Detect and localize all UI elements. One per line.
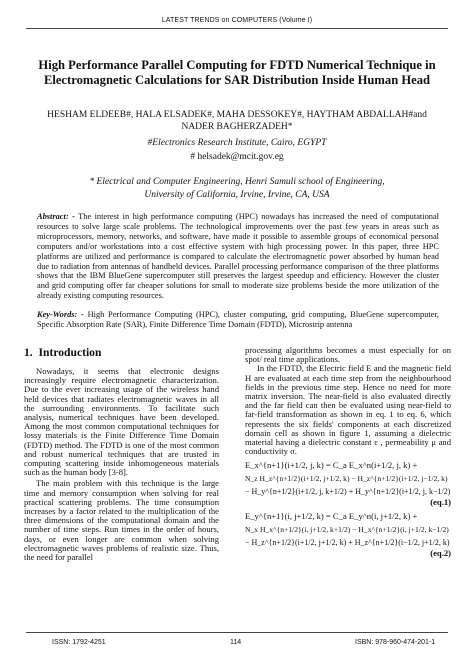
right-paragraph-1: processing algorithms becomes a must especially for on spot/ real time applications.: [245, 345, 451, 365]
intro-paragraph-1: Nowadays, it seems that electronic designs increasingly require electromagnetic characterization. Due to the ever increasing usage of the wireless hand held devices that radiates electromagnetic waves in all the surrounding environments. To facilitate such analysis, numerical techniques have been developed. Among the most common computational techniques for lossy materials is the Finite Difference Time Domain (FDTD) method. The FDTD is one of the most common and robust numerical techniques that are trusted in computing scattering inside inhomogeneous materials such as the human body [3-8].: [24, 366, 219, 478]
affiliation-2-line-1: * Electrical and Computer Engineering, Henri Samuli school of Engineering,: [89, 177, 385, 187]
section-title: Introduction: [38, 346, 102, 359]
authors-line-2: NADER BAGHERZADEH*: [181, 121, 293, 132]
eq2-label: (eq.2): [430, 548, 451, 559]
abstract: [37, 212, 439, 301]
abstract-text: The interest in high performance computing (HPC) nowadays has increased the need of computational resources to solve large scale problems. The technological improvements over the past few years in areas such as microprocessors, memory, networks, and software, have made it possible to assemble groups of economical personal computers and/or workstations into a cost effective system with high processing power. In this paper, three HPC platforms are utilized and performance is compared to calculate the electromagnetic power absorbed by human head due to radiation from antennas of handheld devices. Parallel processing performance comparison of the three platforms shows that the IBM BlueGene supercomputer still preserves the largest speedup and efficiency. However the cluster and grid computing offer far cheaper solutions for small to moderate size problems beside the more utilization of the already existing computing resources.: [37, 212, 439, 301]
eq2-line-1: E_y^{n+1}(i, j+1/2, k) = C_a E_y^n(i, j+1/2, k) +: [245, 511, 418, 522]
footer-rule: [26, 632, 448, 633]
eq1-line-3: − H_y^{n+1/2}(i+1/2, j, k+1/2) + H_y^{n+1/2}(i+1/2, j, k−1/2): [245, 487, 451, 497]
equation-2: [245, 510, 451, 558]
equation-1: [245, 459, 451, 507]
affiliation-2-line-2: University of California, Irvine, Irvine, CA, USA: [144, 190, 330, 200]
paper-title: High Performance Parallel Computing for FDTD Numerical Technique in Electromagnetic Calculations for SAR Distribution Inside Human Head: [38, 58, 436, 87]
eq2-line-3: − H_z^{n+1/2}(i+1/2, j+1/2, k) + H_z^{n+1/2}(i−1/2, j+1/2, k): [245, 538, 450, 548]
author-email: # helsadek@mcit.gov.eg: [190, 152, 284, 162]
keywords-text: High Performance Computing (HPC), cluster computing, grid computing, BlueGene supercomputer, Specific Absorption Rate (SAR), Finite Difference Time Domain (FDTD), Microstrip antenna: [37, 310, 439, 329]
right-paragraph-2: In the FDTD, the Electric field E and the magnetic field H are evaluated at each time step from the neighbourhood fields in the previous time step. Hence no need for more matrix inversion. The near-field is also evaluated directly and the far field can then be evaluated using near-field to far-field transformation as shown in eq. 1 to eq. 6, which represents the six fields' components at each discretized domain cell as shown in figure 1, assuming a dielectric material having a dielectric constant ε , permeability μ and conductivity σ.: [245, 363, 451, 457]
footer-isbn: ISBN: 978-960-474-201-1: [355, 639, 436, 646]
keywords: [37, 310, 439, 330]
abstract-label: Abstract: -: [37, 212, 75, 221]
section-number: 1.: [24, 346, 33, 359]
keywords-label: Key-Words: -: [37, 310, 84, 319]
section-heading: [24, 346, 219, 359]
header-rule: [26, 28, 448, 29]
eq2-line-2: N_x H_x^{n+1/2}(i, j+1/2, k+1/2) − H_x^{n+1/2}(i, j+1/2, k−1/2): [245, 525, 449, 535]
eq1-line-1: E_x^{n+1}(i+1/2, j, k) = C_a E_x^n(i+1/2, j, k) +: [245, 460, 418, 471]
affiliation-2: [40, 176, 434, 202]
intro-paragraph-2: The main problem with this technique is the large time and memory consumption when solving for real practical scattering problems. The time consumption increases by a factor related to the multiplication of the three dimensions of the computational domain and the number of time steps. Run times in the order of hours, days, or even longer are common when solving electromagnetic waves problems of realistic size. Thus, the need for parallel: [24, 478, 219, 563]
footer-page-number: 114: [230, 639, 242, 646]
authors: [24, 110, 450, 133]
footer-issn: ISSN: 1792-4251: [52, 639, 106, 646]
right-column: [245, 346, 451, 558]
left-column: [24, 346, 219, 564]
authors-line-1: HESHAM ELDEEB#, HALA ELSADEK#, MAHA DESSOKEY#, HAYTHAM ABDALLAH#and: [47, 110, 427, 120]
eq1-label: (eq.1): [430, 497, 451, 508]
eq1-line-2: N_z H_z^{n+1/2}(i+1/2, j+1/2, k) − H_z^{n+1/2}(i+1/2, j−1/2, k): [245, 474, 448, 484]
affiliation-1: #Electronics Research Institute, Cairo, EGYPT: [147, 138, 327, 148]
running-header: LATEST TRENDS on COMPUTERS (Volume I): [161, 17, 313, 24]
